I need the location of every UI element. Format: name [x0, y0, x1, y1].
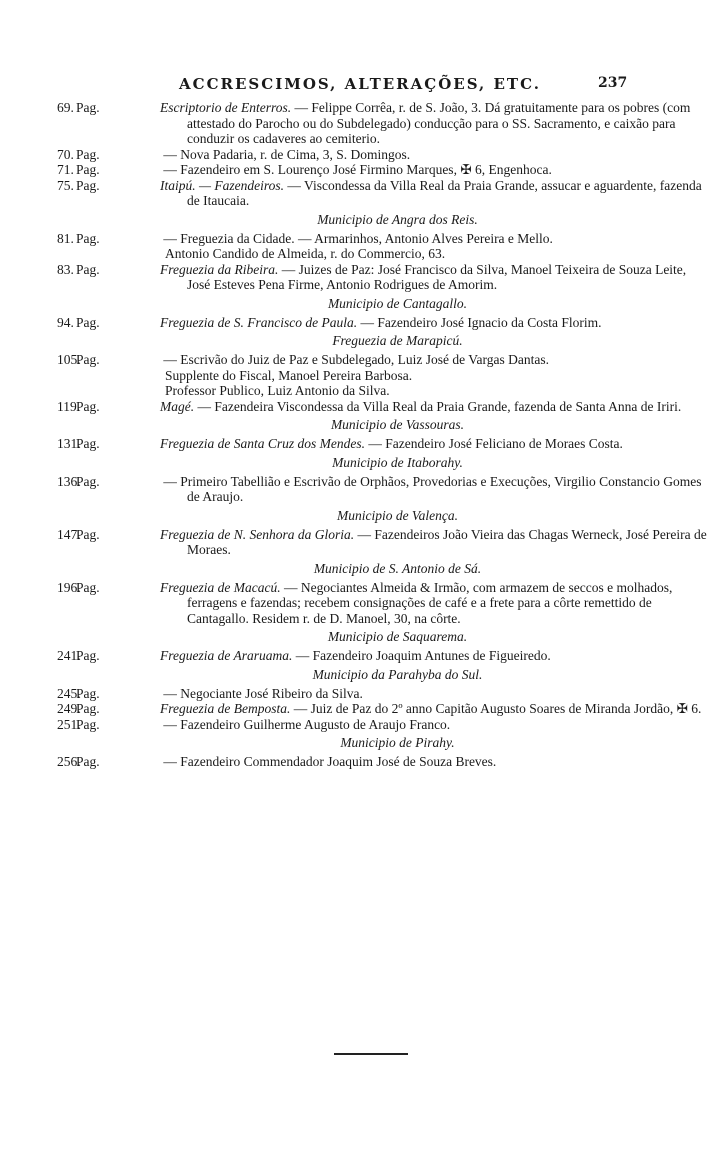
entry-lead: Itaipú. — Fazendeiros.	[160, 177, 284, 193]
entry-number: 75.	[57, 177, 74, 193]
entry-lead: Freguezia da Ribeira.	[160, 261, 279, 277]
entry-body: — Negociante José Ribeiro da Silva.	[160, 685, 363, 701]
entry	[0, 231, 725, 247]
entry-page-label: Pag.	[76, 579, 100, 595]
entry-page-label: Pag.	[76, 314, 100, 330]
entry-continuation	[0, 383, 725, 399]
entry-body: — Felippe Corrêa, r. de S. João, 3. Dá gratuitamente para os pobres (com attestado do Parocho ou do Subdelegado) conducção para o SS. Sacramento, e caixão para conduzir os cadaveres ao cemiterio.	[187, 100, 691, 146]
entry	[0, 754, 725, 770]
entry-body: — Primeiro Tabellião e Escrivão de Orphãos, Provedorias e Execuções, Virgilio Constancio Gomes de Araujo.	[160, 473, 702, 504]
entry-body: — Fazendeiro Guilherme Augusto de Araujo Franco.	[160, 716, 451, 732]
entry-body: — Fazendeiro José Feliciano de Moraes Costa.	[364, 436, 623, 451]
entries-list	[0, 100, 725, 770]
entry-lead: Freguezia de Macacú.	[160, 579, 281, 595]
municipality-heading-text: Municipio de Saquarema.	[327, 629, 468, 644]
entry-lead: Escriptorio de Enterros.	[160, 100, 292, 115]
entry	[0, 352, 725, 368]
municipality-heading	[0, 666, 725, 683]
municipality-heading	[0, 560, 725, 577]
municipality-heading-text: Municipio de Valença.	[336, 507, 459, 523]
entry-body: — Juiz de Paz do 2º anno Capitão Augusto Soares de Miranda Jordão, ✠ 6.	[290, 701, 702, 716]
end-rule	[334, 1053, 408, 1055]
municipality-heading	[0, 454, 725, 471]
entry-page-label: Pag.	[76, 754, 100, 769]
entry-body: — Fazendeiros João Vieira das Chagas Werneck, José Pereira de Moraes.	[187, 526, 707, 557]
entry-body: — Escrivão do Juiz de Paz e Subdelegado, Luiz José de Vargas Dantas.	[160, 352, 550, 367]
entry	[0, 147, 725, 163]
page-number: 237	[598, 75, 628, 91]
municipality-heading	[0, 332, 725, 349]
entry-lead: Freguezia de S. Francisco de Paula.	[160, 314, 358, 330]
municipality-heading-text: Municipio de Cantagallo.	[327, 295, 468, 311]
entry-number: 71.	[57, 162, 74, 177]
entry-number: 94.	[57, 314, 74, 330]
entry-number: 131.	[57, 436, 81, 451]
entry-body: — Viscondessa da Villa Real da Praia Grande, assucar e aguardente, fazenda de Itaucaia.	[187, 177, 702, 208]
entry-body: — Fazendeiro em S. Lourenço José Firmino Marques, ✠ 6, Engenhoca.	[160, 162, 552, 177]
municipality-heading	[0, 628, 725, 645]
entry-lead: Freguezia de Araruama.	[160, 648, 293, 663]
entry-continuation-text: Antonio Candido de Almeida, r. do Commercio, 63.	[165, 246, 446, 261]
municipality-heading	[0, 734, 725, 751]
entry-page-label: Pag.	[76, 473, 100, 489]
entry	[0, 262, 725, 293]
municipality-heading-text: Municipio de Pirahy.	[340, 735, 455, 750]
entry-page-label: Pag.	[76, 398, 100, 414]
entry	[0, 162, 725, 178]
entry-number: 241.	[57, 648, 81, 663]
entry-number: 83.	[57, 261, 74, 277]
entry-page-label: Pag.	[76, 352, 100, 367]
entry-body: — Negociantes Almeida & Irmão, com armazem de seccos e molhados, ferragens e fazendas; recebem consignações de café e a frete para a côrte remettido de Cantagallo. Residem r. de D. Manoel, 30, na côrte.	[187, 579, 673, 626]
entry-number: 249.	[57, 701, 81, 716]
entry	[0, 178, 725, 209]
entry-body: — Nova Padaria, r. de Cima, 3, S. Domingos.	[160, 146, 411, 162]
entry	[0, 436, 725, 452]
entry	[0, 580, 725, 627]
entry-number: 119.	[57, 398, 81, 414]
entry-number: 69.	[57, 100, 74, 115]
entry-body: — Fazendeiro José Ignacio da Costa Florim.	[357, 314, 602, 330]
entry-body: — Juizes de Paz: José Francisco da Silva, Manoel Teixeira de Souza Leite, José Esteves Pena Firme, Antonio Rodrigues de Amorim.	[187, 261, 687, 292]
entry-continuation	[0, 368, 725, 384]
entry	[0, 100, 725, 147]
entry-lead: Freguezia de N. Senhora da Gloria.	[160, 526, 355, 542]
entry-continuation-text: Supplente do Fiscal, Manoel Pereira Barbosa.	[165, 367, 413, 383]
entry-number: 136.	[57, 473, 81, 489]
municipality-heading-text: Freguezia de Marapicú.	[332, 333, 463, 348]
municipality-heading-text: Municipio de Vassouras.	[330, 417, 465, 432]
municipality-heading	[0, 211, 725, 228]
entry-page-label: Pag.	[76, 230, 100, 246]
municipality-heading-text: Municipio de Itaborahy.	[332, 454, 463, 470]
entry-page-label: Pag.	[76, 716, 100, 732]
entry-continuation-text: Professor Publico, Luiz Antonio da Silva.	[165, 383, 390, 398]
municipality-heading-text: Municipio de S. Antonio de Sá.	[313, 560, 482, 576]
entry-page-label: Pag.	[76, 526, 100, 542]
entry-page-label: Pag.	[76, 436, 100, 451]
entry-body: — Freguezia da Cidade. — Armarinhos, Antonio Alves Pereira e Mello.	[160, 230, 553, 246]
entry-page-label: Pag.	[76, 146, 100, 162]
entry-lead: Freguezia de Bemposta.	[160, 701, 291, 716]
entry-continuation	[0, 246, 725, 262]
entry-body: — Fazendeiro Joaquim Antunes de Figueiredo.	[292, 648, 551, 663]
entry	[0, 717, 725, 733]
municipality-heading	[0, 416, 725, 433]
entry-page-label: Pag.	[76, 177, 100, 193]
entry-lead: Freguezia de Santa Cruz dos Mendes.	[160, 436, 365, 451]
entry-number: 251.	[57, 716, 81, 732]
entry-number: 196.	[57, 579, 81, 595]
running-header: ACCRESCIMOS, ALTERAÇÕES, ETC.	[179, 75, 541, 93]
entry-page-label: Pag.	[76, 648, 100, 663]
municipality-heading	[0, 507, 725, 524]
entry	[0, 527, 725, 558]
entry-number: 245.	[57, 685, 81, 701]
entry-page-label: Pag.	[76, 261, 100, 277]
entry	[0, 399, 725, 415]
municipality-heading-text: Municipio de Angra dos Reis.	[317, 211, 478, 227]
municipality-heading	[0, 295, 725, 312]
entry-page-label: Pag.	[76, 162, 100, 177]
municipality-heading-text: Municipio da Parahyba do Sul.	[312, 666, 483, 682]
entry-number: 105.	[57, 352, 81, 367]
entry	[0, 474, 725, 505]
entry-body: — Fazendeiro Commendador Joaquim José de Souza Breves.	[160, 754, 497, 769]
entry	[0, 648, 725, 664]
entry-number: 256.	[57, 754, 81, 769]
entry	[0, 315, 725, 331]
entry	[0, 686, 725, 702]
entry	[0, 701, 725, 717]
entry-page-label: Pag.	[76, 100, 100, 115]
entry-number: 70.	[57, 146, 74, 162]
entry-page-label: Pag.	[76, 701, 100, 716]
entry-body: — Fazendeira Viscondessa da Villa Real da Praia Grande, fazenda de Santa Anna de Iriri.	[194, 398, 682, 414]
entry-number: 147.	[57, 526, 81, 542]
entry-page-label: Pag.	[76, 685, 100, 701]
entry-number: 81.	[57, 230, 74, 246]
entry-lead: Magé.	[160, 398, 195, 414]
